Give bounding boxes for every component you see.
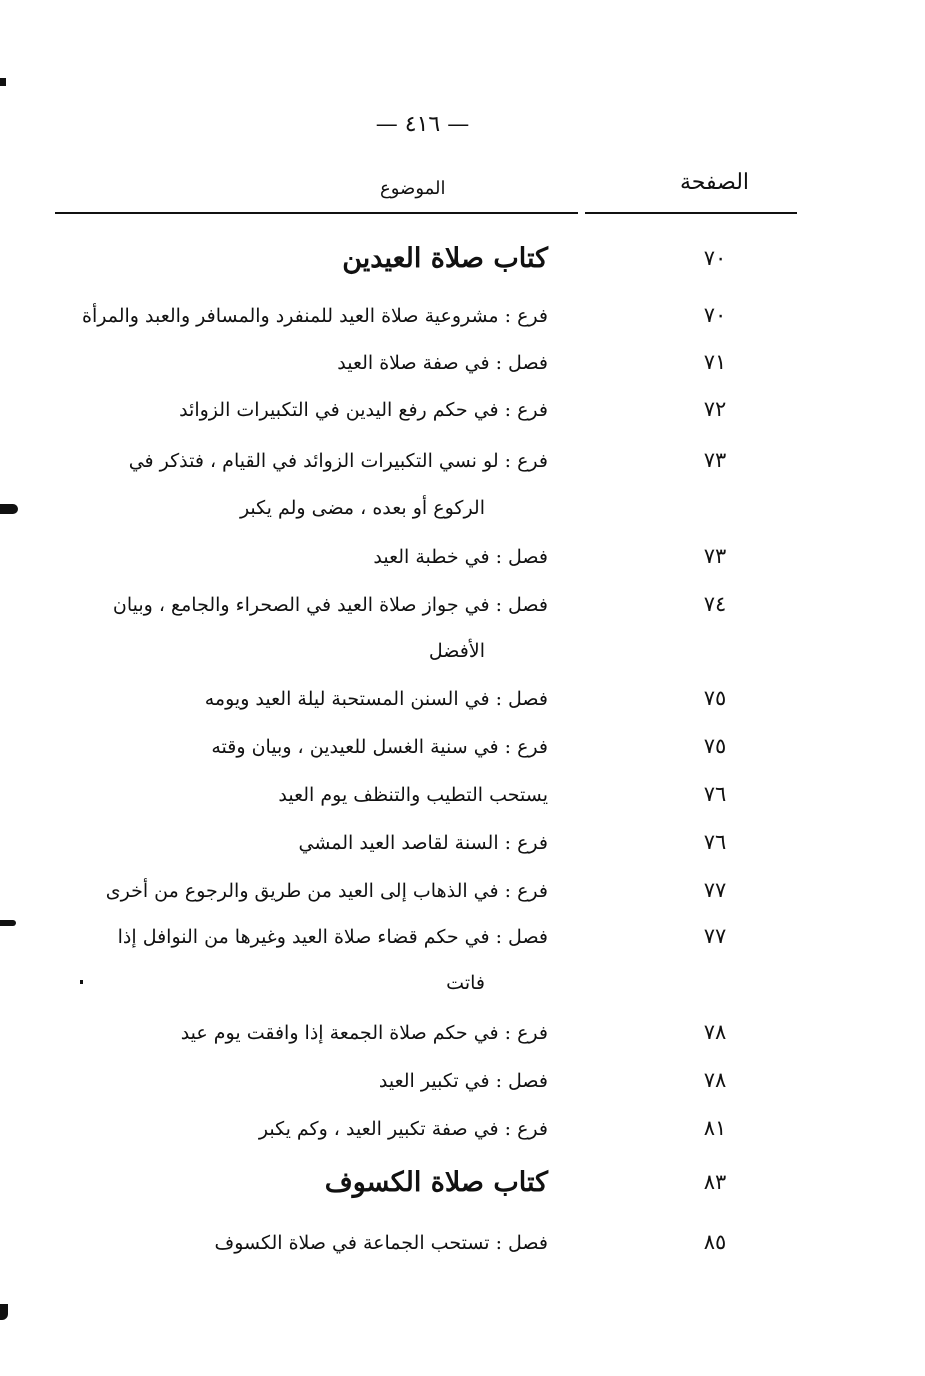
entry-page-number: ٧٠ — [703, 246, 727, 270]
entry-page-number: ٧٥ — [703, 686, 727, 710]
entry-page-number: ٧٤ — [703, 592, 727, 616]
entry-page-number: ٨٣ — [703, 1170, 727, 1194]
entry-page-number: ٧٦ — [703, 830, 727, 854]
entry-page-number: ٧٠ — [703, 303, 727, 327]
page-number: — ٤١٦ — — [375, 112, 470, 137]
section-heading: كتاب صلاة العيدين — [342, 243, 548, 274]
scan-edge-mark — [0, 78, 6, 86]
entry-text: فرع : مشروعية صلاة العيد للمنفرد والمسافر والعبد والمرأة — [82, 305, 548, 327]
entry-text: فصل : في تكبير العيد — [378, 1070, 548, 1092]
entry-text: فرع : في صفة تكبير العيد ، وكم يكبر — [258, 1118, 548, 1140]
entry-text: فرع : في الذهاب إلى العيد من طريق والرجوع من أخرى — [105, 880, 548, 902]
scan-edge-mark — [0, 504, 18, 514]
entry-page-number: ٧٣ — [703, 448, 727, 472]
entry-text-continuation: فاتت — [446, 972, 485, 994]
entry-page-number: ٧٣ — [703, 544, 727, 568]
entry-page-number: ٨٥ — [703, 1230, 727, 1254]
entry-text: فصل : في خطبة العيد — [373, 546, 548, 568]
entry-text: فصل : في حكم قضاء صلاة العيد وغيرها من النوافل إذا — [117, 926, 548, 948]
entry-page-number: ٨١ — [703, 1116, 727, 1140]
entry-text: فصل : تستحب الجماعة في صلاة الكسوف — [214, 1232, 548, 1254]
scan-edge-mark — [0, 920, 16, 926]
header-rule-subject — [55, 212, 578, 214]
entry-text: فصل : في جواز صلاة العيد في الصحراء والجامع ، وبيان — [112, 594, 548, 616]
entry-page-number: ٧٦ — [703, 782, 727, 806]
entry-page-number: ٧٧ — [703, 924, 727, 948]
entry-text: فرع : السنة لقاصد العيد المشي — [298, 832, 548, 854]
entry-text: فصل : في صفة صلاة العيد — [337, 352, 548, 374]
subject-column-header: الموضوع — [380, 178, 446, 199]
entry-text: يستحب التطيب والتنظف يوم العيد — [278, 784, 548, 806]
entry-text: فرع : في حكم رفع اليدين في التكبيرات الزوائد — [179, 399, 548, 421]
header-rule-page — [585, 212, 797, 214]
entry-page-number: ٧١ — [703, 350, 727, 374]
entry-page-number: ٧٥ — [703, 734, 727, 758]
page-column-header: الصفحة — [680, 170, 750, 195]
entry-text: فرع : في سنية الغسل للعيدين ، وبيان وقته — [211, 736, 548, 758]
entry-page-number: ٧٢ — [703, 397, 727, 421]
scan-edge-mark — [0, 1304, 8, 1320]
entry-text-continuation: الأفضل — [428, 640, 485, 662]
entry-page-number: ٧٨ — [703, 1068, 727, 1092]
entry-text: فصل : في السنن المستحبة ليلة العيد ويومه — [204, 688, 548, 710]
entry-page-number: ٧٧ — [703, 878, 727, 902]
entry-page-number: ٧٨ — [703, 1020, 727, 1044]
section-heading: كتاب صلاة الكسوف — [324, 1167, 548, 1198]
entry-text: فرع : في حكم صلاة الجمعة إذا وافقت يوم عيد — [180, 1022, 548, 1044]
entry-text: فرع : لو نسي التكبيرات الزوائد في القيام ، فتذكر في — [128, 450, 548, 472]
scan-speck — [80, 980, 83, 984]
entry-text-continuation: الركوع أو بعده ، مضى ولم يكبر — [239, 497, 485, 519]
